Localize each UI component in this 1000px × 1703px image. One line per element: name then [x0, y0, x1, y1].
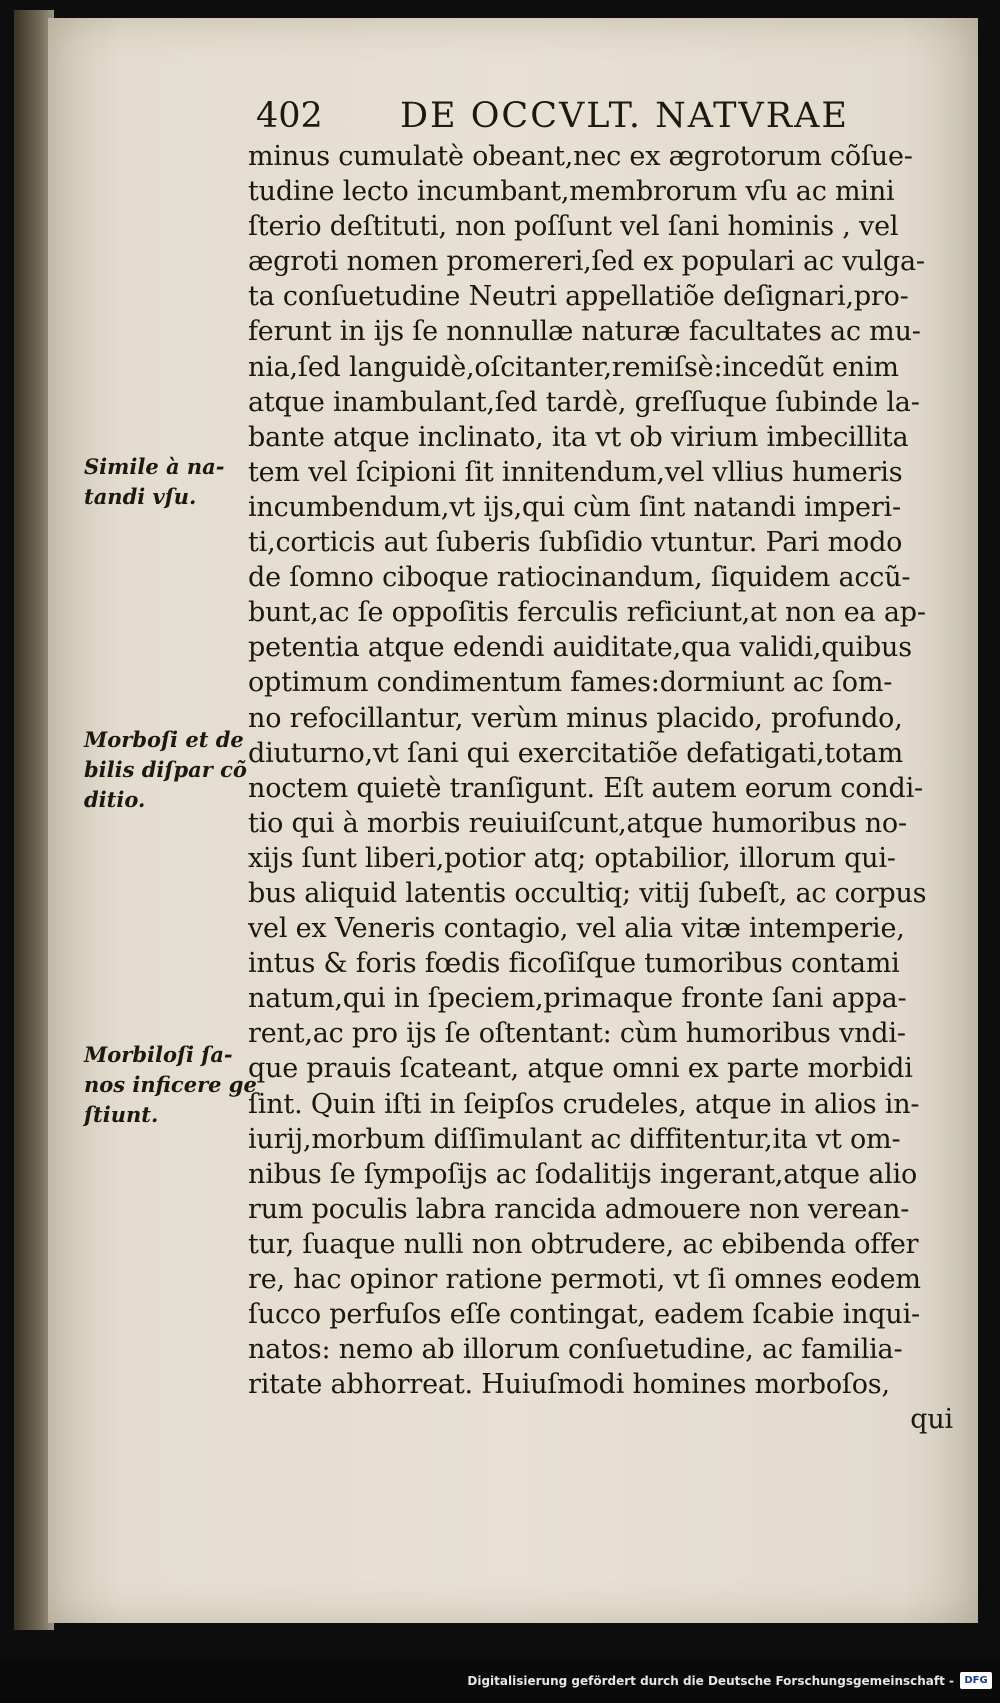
marginal-line: nos inficere ge — [84, 1072, 257, 1097]
marginal-note-morbosi — [84, 725, 249, 815]
text-line: iurij,morbum diſſimulant ac diffitentur,ita vt om- — [248, 1123, 901, 1155]
dfg-logo: DFG — [960, 1672, 992, 1689]
text-line: de ſomno ciboque ratiocinandum, ſiquidem accũ- — [248, 562, 911, 594]
text-line: ritate abhorreat. Huiuſmodi homines morboſos, — [248, 1369, 890, 1401]
text-line: bante atque inclinato, ita vt ob virium imbecillita — [248, 421, 909, 453]
text-line: noctem quietè tranſigunt. Eſt autem eorum condi- — [248, 772, 923, 804]
text-line: atque inambulant,ſed tardè, greſſuque ſubinde la- — [248, 386, 920, 418]
text-line: bunt,ac ſe oppoſitis ferculis reficiunt,at non ea ap- — [248, 597, 926, 629]
text-line: tudine lecto incumbant,membrorum vſu ac mini — [248, 176, 895, 208]
text-line: no refocillantur, verùm minus placido, profundo, — [248, 702, 903, 734]
marginal-line: Morbiloſi ſa- — [84, 1042, 233, 1067]
page-number: 402 — [256, 96, 323, 136]
text-line: intus & foris fœdis ficoſiſque tumoribus contami — [248, 948, 900, 980]
text-line: xijs ſunt liberi,potior atq; optabilior, illorum qui- — [248, 842, 896, 874]
text-line: ſterio deſtituti, non poſſunt vel ſani hominis , vel — [248, 211, 899, 243]
marginal-line: Simile à na- — [84, 454, 225, 479]
text-line: minus cumulatè obeant,nec ex ægrotorum cõſue- — [248, 141, 913, 172]
footer-bar — [0, 1660, 1000, 1703]
text-line: bus aliquid latentis occultiq; vitij ſubeſt, ac corpus — [248, 877, 927, 909]
text-line: vel ex Veneris contagio, vel alia vitæ intemperie, — [248, 913, 905, 945]
text-line: re, hac opinor ratione permoti, vt ſi omnes eodem — [248, 1264, 921, 1295]
marginal-note-simile — [84, 452, 249, 512]
text-line: petentia atque edendi auiditate,qua validi,quibus — [248, 632, 912, 664]
marginal-line: bilis diſpar cõ — [84, 757, 247, 782]
marginal-line: tandi vſu. — [84, 484, 197, 509]
running-head — [256, 96, 956, 136]
text-line: ta conſuetudine Neutri appellatiõe deſignari,pro- — [248, 281, 909, 313]
text-line: nibus ſe ſympoſijs ac ſodalitijs ingerant,atque alio — [248, 1158, 918, 1190]
digitization-credit: Digitalisierung gefördert durch die Deutsche Forschungsgemeinschaft - — [467, 1674, 954, 1688]
text-line: incumbendum,vt ijs,qui cùm ſint natandi imperi- — [248, 491, 901, 523]
text-line: tem vel ſcipioni ſit innitendum,vel vllius humeris — [248, 456, 903, 488]
text-line: tur, ſuaque nulli non obtrudere, ac ebibenda offer — [248, 1228, 919, 1260]
text-line: ſint. Quin iſti in ſeipſos crudeles, atque in alios in- — [248, 1088, 920, 1120]
text-line: optimum condimentum fames:dormiunt ac ſom- — [248, 667, 893, 699]
marginal-line: ſtiunt. — [84, 1102, 159, 1127]
body-text — [248, 139, 963, 1437]
marginal-line: Morboſi et de — [84, 727, 244, 752]
text-line: nia,ſed languidè,oſcitanter,remiſsè:incedũt enim — [248, 351, 899, 383]
text-line: ægroti nomen promereri,ſed ex populari ac vulga- — [248, 246, 925, 278]
marginal-note-morbilosi — [84, 1040, 257, 1130]
text-line: rent,ac pro ijs ſe oſtentant: cùm humoribus vndi- — [248, 1018, 906, 1050]
text-line: natum,qui in ſpeciem,primaque fronte ſani appa- — [248, 983, 907, 1015]
text-line: ferunt in ijs ſe nonnullæ naturæ facultates ac mu- — [248, 316, 921, 348]
text-line: natos: nemo ab illorum conſuetudine, ac familia- — [248, 1334, 903, 1366]
text-line: rum poculis labra rancida admouere non verean- — [248, 1193, 910, 1225]
running-title: DE OCCVLT. NATVRAE — [400, 96, 849, 136]
marginal-line: ditio. — [84, 787, 146, 812]
text-line: ti,corticis aut ſuberis ſubſidio vtuntur. Pari modo — [248, 527, 903, 559]
text-line: diuturno,vt ſani qui exercitatiõe defatigati,totam — [248, 737, 903, 769]
text-line: que prauis ſcateant, atque omni ex parte morbidi — [248, 1053, 913, 1085]
text-line: ſucco perfuſos eſſe contingat, eadem ſcabie inqui- — [248, 1299, 920, 1331]
catchword: qui — [910, 1404, 953, 1436]
text-line: tio qui à morbis reuiuiſcunt,atque humoribus no- — [248, 807, 907, 839]
